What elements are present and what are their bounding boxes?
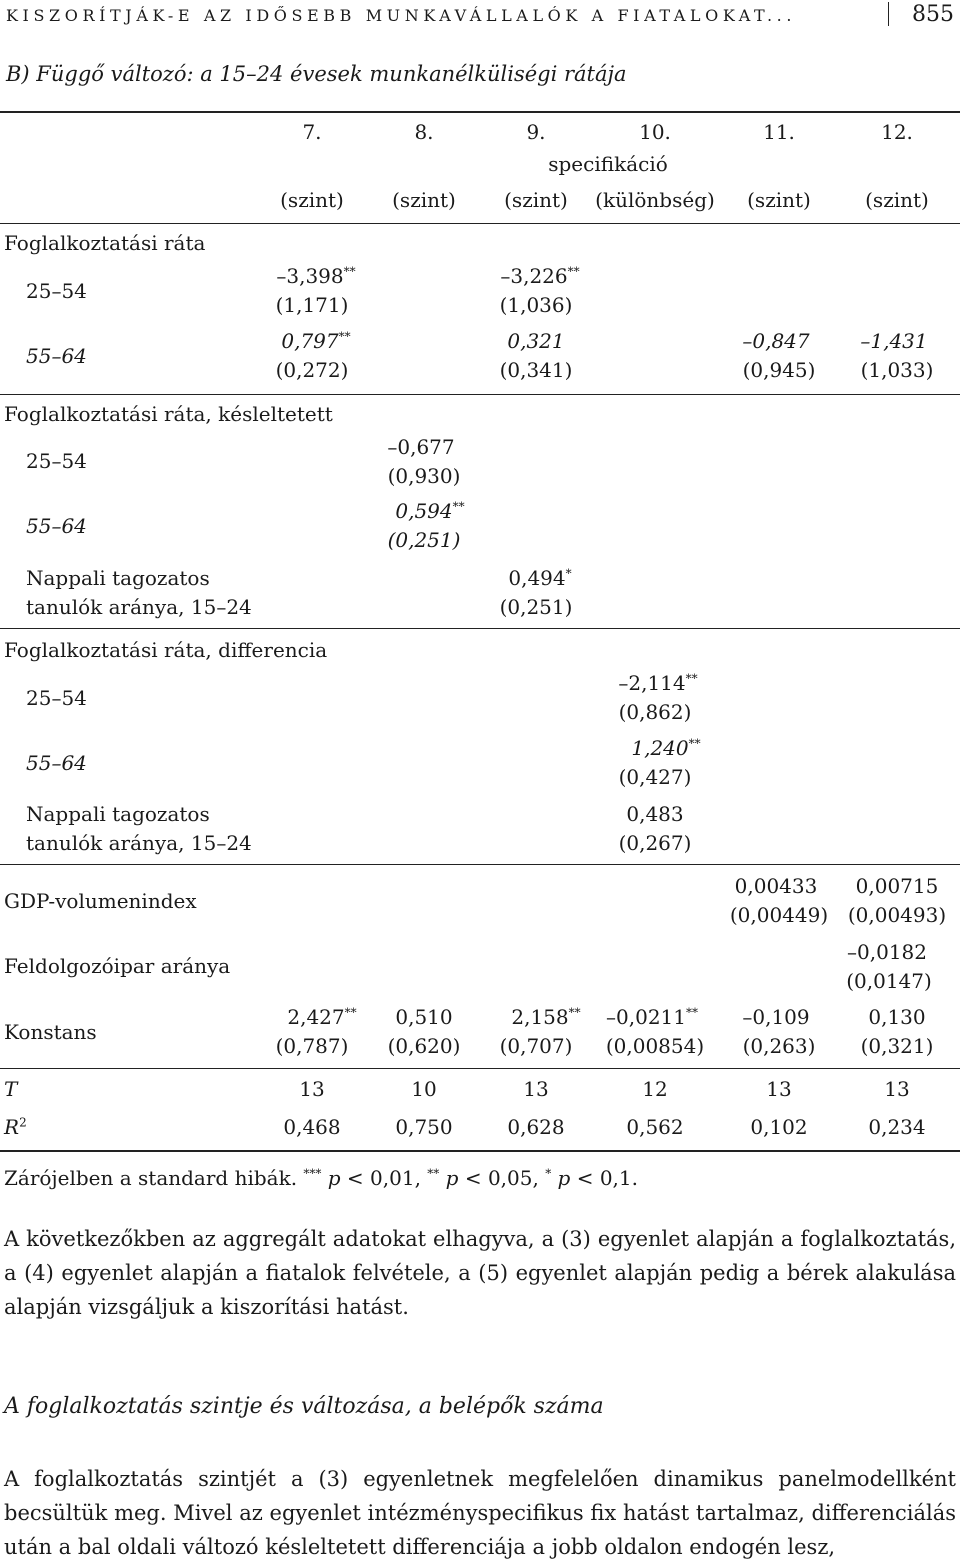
row-label-25-54: 25–54 xyxy=(26,449,87,473)
se-cell: (0,707) xyxy=(499,1034,573,1058)
row-label-nappali-2: tanulók aránya, 15–24 xyxy=(26,831,252,855)
table-bottom-rule xyxy=(0,1150,960,1152)
se-cell: (0,620) xyxy=(387,1034,461,1058)
value-cell: 2,427** xyxy=(287,1005,357,1029)
se-cell: (0,945) xyxy=(742,358,816,382)
col-number-11: 11. xyxy=(763,120,795,144)
value-cell: –1,431 xyxy=(860,329,928,353)
header-divider xyxy=(888,2,889,26)
row-label-25-54: 25–54 xyxy=(26,279,87,303)
se-cell: (0,251) xyxy=(387,528,461,552)
row-label-gdp: GDP-volumenindex xyxy=(4,889,197,913)
row-label-R2: $R^2$ xyxy=(4,1115,27,1139)
col-type-7: (szint) xyxy=(280,188,344,212)
group-label-foglalkoztatasi-rata: Foglalkoztatási ráta xyxy=(4,231,206,255)
group-label-kesleltetett: Foglalkoztatási ráta, késleltetett xyxy=(4,402,333,426)
row-label-nappali-1: Nappali tagozatos xyxy=(26,566,210,590)
col-type-8: (szint) xyxy=(392,188,456,212)
running-title: KISZORÍTJÁK-E AZ IDŐSEBB MUNKAVÁLLALÓK A FIATALOKAT... xyxy=(6,6,797,25)
se-cell: (0,0147) xyxy=(846,969,932,993)
T-value: 12 xyxy=(642,1077,668,1101)
col-type-12: (szint) xyxy=(865,188,929,212)
value-cell: 0,494* xyxy=(508,566,572,590)
R2-value: 0,468 xyxy=(283,1115,341,1139)
R2-value: 0,628 xyxy=(507,1115,565,1139)
value-cell: 0,321 xyxy=(507,329,565,353)
value-cell: 0,00433 xyxy=(734,874,818,898)
group-rule xyxy=(0,864,960,865)
R2-value: 0,102 xyxy=(750,1115,808,1139)
se-cell: (0,00493) xyxy=(847,903,947,927)
col-number-10: 10. xyxy=(639,120,671,144)
row-label-nappali-2: tanulók aránya, 15–24 xyxy=(26,595,252,619)
R2-value: 0,562 xyxy=(626,1115,684,1139)
col-number-9: 9. xyxy=(526,120,546,144)
value-cell: 0,510 xyxy=(395,1005,453,1029)
se-cell: (0,251) xyxy=(499,595,573,619)
header-rule xyxy=(0,223,960,224)
row-label-55-64: 55–64 xyxy=(26,344,87,368)
se-cell: (0,321) xyxy=(860,1034,934,1058)
se-cell: (0,862) xyxy=(618,700,692,724)
row-label-nappali-1: Nappali tagozatos xyxy=(26,802,210,826)
value-cell: 2,158** xyxy=(511,1005,581,1029)
col-type-9: (szint) xyxy=(504,188,568,212)
value-cell: –0,109 xyxy=(742,1005,810,1029)
value-cell: –0,677 xyxy=(387,435,455,459)
T-value: 13 xyxy=(523,1077,549,1101)
value-cell: –3,398** xyxy=(276,264,356,288)
T-value: 10 xyxy=(411,1077,437,1101)
value-cell: –2,114** xyxy=(618,671,698,695)
value-cell: 0,797** xyxy=(281,329,351,353)
row-label-25-54: 25–54 xyxy=(26,686,87,710)
body-paragraph: A foglalkoztatás szintjét a (3) egyenletnek megfelelően dinamikus panelmodellként becsültük meg. Mivel az egyenlet intézményspecifikus fix hatást tartalmaz, differenciálás után a bal oldali változó késleltetett differenciája a jobb oldalon endogén lesz, xyxy=(4,1467,956,1559)
row-label-feldolgozoipar: Feldolgozóipar aránya xyxy=(4,954,231,978)
se-cell: (1,033) xyxy=(860,358,934,382)
se-cell: (1,036) xyxy=(499,293,573,317)
page-number: 855 xyxy=(912,2,954,27)
value-cell: 0,00715 xyxy=(855,874,939,898)
row-label-T: T xyxy=(4,1077,18,1101)
value-cell: –0,847 xyxy=(742,329,810,353)
value-cell: 0,130 xyxy=(868,1005,926,1029)
se-cell: (0,00854) xyxy=(605,1034,705,1058)
group-label-differencia: Foglalkoztatási ráta, differencia xyxy=(4,638,328,662)
table-subtitle: B) Függő változó: a 15–24 évesek munkanélküliségi rátája xyxy=(6,62,627,86)
body-paragraph: A következőkben az aggregált adatokat elhagyva, a (3) egyenlet alapján a foglalkoztatás, a (4) egyenlet alapján a fiatalok felvétele, a (5) egyenlet alapján pedig a bérek alakulása alapján vizsgáljuk a kiszorítási hatást. xyxy=(4,1227,956,1319)
col-type-11: (szint) xyxy=(747,188,811,212)
table-top-rule xyxy=(0,111,960,113)
row-label-konstans: Konstans xyxy=(4,1020,97,1044)
se-cell: (0,427) xyxy=(618,765,692,789)
col-number-12: 12. xyxy=(881,120,913,144)
se-cell: (0,787) xyxy=(275,1034,349,1058)
value-cell: –3,226** xyxy=(500,264,580,288)
section-heading: A foglalkoztatás szintje és változása, a belépők száma xyxy=(4,1394,604,1419)
se-cell: (0,930) xyxy=(387,464,461,488)
col-number-8: 8. xyxy=(414,120,434,144)
spec-label: specifikáció xyxy=(548,152,668,176)
group-rule xyxy=(0,394,960,395)
R2-value: 0,234 xyxy=(868,1115,926,1139)
col-type-10: (különbség) xyxy=(595,188,715,212)
se-cell: (1,171) xyxy=(275,293,349,317)
se-cell: (0,263) xyxy=(742,1034,816,1058)
col-number-7: 7. xyxy=(302,120,322,144)
table-note: Zárójelben a standard hibák. *** p < 0,01, ** p < 0,05, * p < 0,1. xyxy=(4,1166,638,1190)
value-cell: 0,594** xyxy=(395,499,465,523)
R2-value: 0,750 xyxy=(395,1115,453,1139)
value-cell: 0,483 xyxy=(626,802,684,826)
value-cell: –0,0182 xyxy=(847,940,927,964)
se-cell: (0,00449) xyxy=(729,903,829,927)
se-cell: (0,341) xyxy=(499,358,573,382)
T-value: 13 xyxy=(884,1077,910,1101)
T-value: 13 xyxy=(299,1077,325,1101)
value-cell: 1,240** xyxy=(631,736,701,760)
row-label-55-64: 55–64 xyxy=(26,751,87,775)
se-cell: (0,267) xyxy=(618,831,692,855)
T-value: 13 xyxy=(766,1077,792,1101)
value-cell: –0,0211** xyxy=(606,1005,698,1029)
group-rule xyxy=(0,628,960,629)
row-label-55-64: 55–64 xyxy=(26,514,87,538)
stats-rule xyxy=(0,1068,960,1069)
se-cell: (0,272) xyxy=(275,358,349,382)
